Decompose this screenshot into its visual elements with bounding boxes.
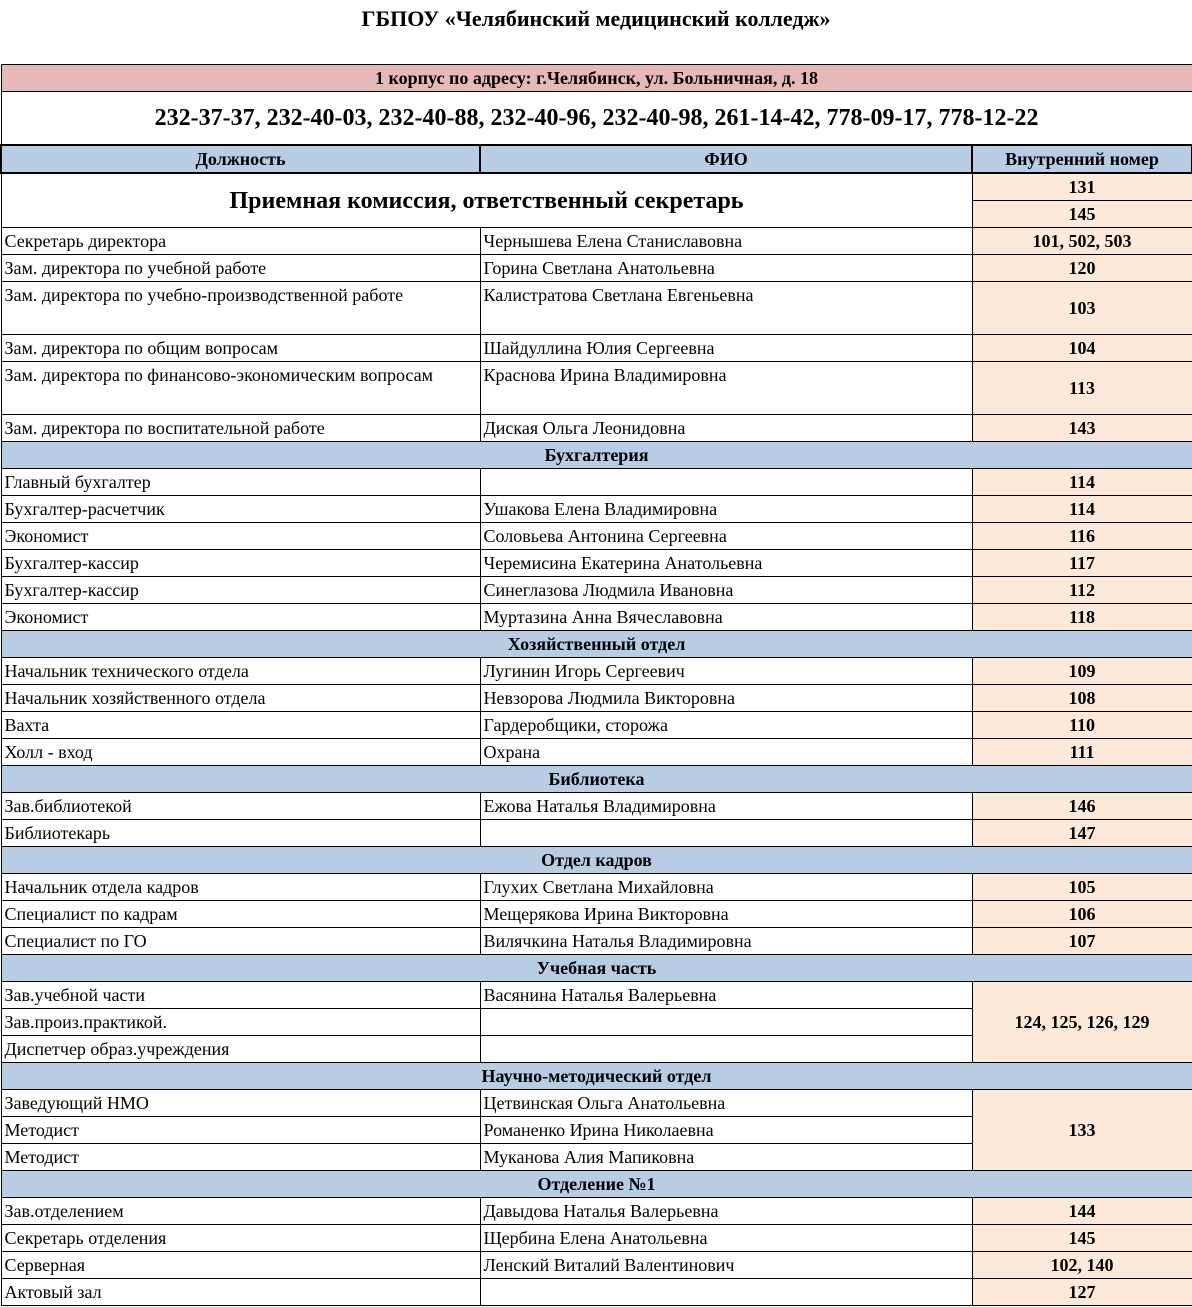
header-name: ФИО — [480, 145, 972, 173]
section-dept1: Отделение №1 — [1, 1171, 1192, 1198]
name-cell: Романенко Ирина Николаевна — [480, 1117, 972, 1144]
section-hr: Отдел кадров — [1, 847, 1192, 874]
section-study: Учебная часть — [1, 955, 1192, 982]
ext-cell: 106 — [972, 901, 1192, 928]
name-cell: Ежова Наталья Владимировна — [480, 793, 972, 820]
position-cell: Начальник технического отдела — [1, 658, 480, 685]
address-row: 1 корпус по адресу: г.Челябинск, ул. Больничная, д. 18 — [1, 65, 1192, 92]
position-cell: Зам. директора по учебной работе — [1, 255, 480, 282]
position-cell: Методист — [1, 1144, 480, 1171]
admission-label: Приемная комиссия, ответственный секретарь — [1, 173, 972, 228]
table-row — [1, 1279, 1192, 1306]
section-accounting: Бухгалтерия — [1, 442, 1192, 469]
position-cell: Зам. директора по финансово-экономическим вопросам — [1, 362, 480, 415]
position-cell: Вахта — [1, 712, 480, 739]
phone-directory-table — [0, 64, 1192, 1306]
name-cell: Мещерякова Ирина Викторовна — [480, 901, 972, 928]
ext-cell: 103 — [972, 282, 1192, 335]
ext-cell: 109 — [972, 658, 1192, 685]
table-row — [1, 1225, 1192, 1252]
position-cell: Зам. директора по учебно-производственной работе — [1, 282, 480, 335]
ext-cell: 110 — [972, 712, 1192, 739]
ext-cell: 124, 125, 126, 129 — [972, 982, 1192, 1063]
name-cell — [480, 1279, 972, 1306]
ext-cell: 117 — [972, 550, 1192, 577]
name-cell: Невзорова Людмила Викторовна — [480, 685, 972, 712]
position-cell: Зам. директора по общим вопросам — [1, 335, 480, 362]
ext-cell: 114 — [972, 469, 1192, 496]
header-ext: Внутренний номер — [972, 145, 1192, 173]
table-row — [1, 1198, 1192, 1225]
table-row — [1, 228, 1192, 255]
position-cell: Специалист по ГО — [1, 928, 480, 955]
table-row — [1, 874, 1192, 901]
header-position: Должность — [1, 145, 480, 173]
name-cell: Охрана — [480, 739, 972, 766]
table-row — [1, 362, 1192, 415]
name-cell: Щербина Елена Анатольевна — [480, 1225, 972, 1252]
position-cell: Бухгалтер-кассир — [1, 577, 480, 604]
name-cell: Вилячкина Наталья Владимировна — [480, 928, 972, 955]
ext-cell: 116 — [972, 523, 1192, 550]
ext-cell: 127 — [972, 1279, 1192, 1306]
page-title: ГБПОУ «Челябинский медицинский колледж» — [361, 6, 831, 31]
position-cell: Библиотекарь — [1, 820, 480, 847]
name-cell: Диская Ольга Леонидовна — [480, 415, 972, 442]
table-row — [1, 415, 1192, 442]
ext-cell: 133 — [972, 1090, 1192, 1171]
admission-ext-1: 131 — [972, 173, 1192, 201]
table-row — [1, 577, 1192, 604]
table-row — [1, 739, 1192, 766]
table-row — [1, 820, 1192, 847]
table-row — [1, 793, 1192, 820]
table-row — [1, 282, 1192, 335]
name-cell: Горина Светлана Анатольевна — [480, 255, 972, 282]
ext-cell: 107 — [972, 928, 1192, 955]
position-cell: Секретарь отделения — [1, 1225, 480, 1252]
name-cell — [480, 1036, 972, 1063]
ext-cell: 108 — [972, 685, 1192, 712]
position-cell: Зам. директора по воспитательной работе — [1, 415, 480, 442]
position-cell: Зав.отделением — [1, 1198, 480, 1225]
position-cell: Экономист — [1, 604, 480, 631]
table-row — [1, 712, 1192, 739]
name-cell: Ленский Виталий Валентинович — [480, 1252, 972, 1279]
position-cell: Зав.произ.практикой. — [1, 1009, 480, 1036]
table-row — [1, 523, 1192, 550]
position-cell: Зав.учебной части — [1, 982, 480, 1009]
position-cell: Актовый зал — [1, 1279, 480, 1306]
table-row — [1, 928, 1192, 955]
name-cell: Синеглазова Людмила Ивановна — [480, 577, 972, 604]
ext-cell: 105 — [972, 874, 1192, 901]
table-row — [1, 255, 1192, 282]
table-row — [1, 469, 1192, 496]
name-cell — [480, 820, 972, 847]
ext-cell: 112 — [972, 577, 1192, 604]
section-methodical: Научно-методический отдел — [1, 1063, 1192, 1090]
position-cell: Диспетчер образ.учреждения — [1, 1036, 480, 1063]
section-library: Библиотека — [1, 766, 1192, 793]
name-cell: Черемисина Екатерина Анатольевна — [480, 550, 972, 577]
name-cell: Муканова Алия Мапиковна — [480, 1144, 972, 1171]
table-row — [1, 901, 1192, 928]
name-cell: Гардеробщики, сторожа — [480, 712, 972, 739]
position-cell: Заведующий НМО — [1, 1090, 480, 1117]
name-cell: Соловьева Антонина Сергеевна — [480, 523, 972, 550]
name-cell: Ушакова Елена Владимировна — [480, 496, 972, 523]
ext-cell: 147 — [972, 820, 1192, 847]
position-cell: Зав.библиотекой — [1, 793, 480, 820]
ext-cell: 144 — [972, 1198, 1192, 1225]
ext-cell: 114 — [972, 496, 1192, 523]
position-cell: Серверная — [1, 1252, 480, 1279]
ext-cell: 104 — [972, 335, 1192, 362]
name-cell — [480, 469, 972, 496]
position-cell: Начальник отдела кадров — [1, 874, 480, 901]
ext-cell: 111 — [972, 739, 1192, 766]
name-cell: Краснова Ирина Владимировна — [480, 362, 972, 415]
ext-cell: 102, 140 — [972, 1252, 1192, 1279]
phones-row: 232-37-37, 232-40-03, 232-40-88, 232-40-96, 232-40-98, 261-14-42, 778-09-17, 778-12-22 — [1, 92, 1192, 146]
position-cell: Бухгалтер-кассир — [1, 550, 480, 577]
ext-cell: 118 — [972, 604, 1192, 631]
position-cell: Экономист — [1, 523, 480, 550]
ext-cell: 101, 502, 503 — [972, 228, 1192, 255]
ext-cell: 146 — [972, 793, 1192, 820]
position-cell: Бухгалтер-расчетчик — [1, 496, 480, 523]
name-cell: Шайдуллина Юлия Сергеевна — [480, 335, 972, 362]
table-row — [1, 496, 1192, 523]
position-cell: Холл - вход — [1, 739, 480, 766]
table-row — [1, 335, 1192, 362]
name-cell: Глухих Светлана Михайловна — [480, 874, 972, 901]
table-row — [1, 658, 1192, 685]
table-row — [1, 550, 1192, 577]
position-cell: Начальник хозяйственного отдела — [1, 685, 480, 712]
position-cell: Главный бухгалтер — [1, 469, 480, 496]
position-cell: Методист — [1, 1117, 480, 1144]
ext-cell: 145 — [972, 1225, 1192, 1252]
table-row — [1, 982, 1192, 1009]
position-cell: Специалист по кадрам — [1, 901, 480, 928]
ext-cell: 113 — [972, 362, 1192, 415]
table-row — [1, 1090, 1192, 1117]
name-cell: Лугинин Игорь Сергеевич — [480, 658, 972, 685]
name-cell: Васянина Наталья Валерьевна — [480, 982, 972, 1009]
name-cell: Давыдова Наталья Валерьевна — [480, 1198, 972, 1225]
name-cell — [480, 1009, 972, 1036]
table-row — [1, 1252, 1192, 1279]
name-cell: Цетвинская Ольга Анатольевна — [480, 1090, 972, 1117]
ext-cell: 143 — [972, 415, 1192, 442]
position-cell: Секретарь директора — [1, 228, 480, 255]
section-household: Хозяйственный отдел — [1, 631, 1192, 658]
admission-ext-2: 145 — [972, 201, 1192, 228]
table-row — [1, 685, 1192, 712]
name-cell: Чернышева Елена Станиславовна — [480, 228, 972, 255]
ext-cell: 120 — [972, 255, 1192, 282]
table-row — [1, 604, 1192, 631]
name-cell: Калистратова Светлана Евгеньевна — [480, 282, 972, 335]
name-cell: Муртазина Анна Вячеславовна — [480, 604, 972, 631]
